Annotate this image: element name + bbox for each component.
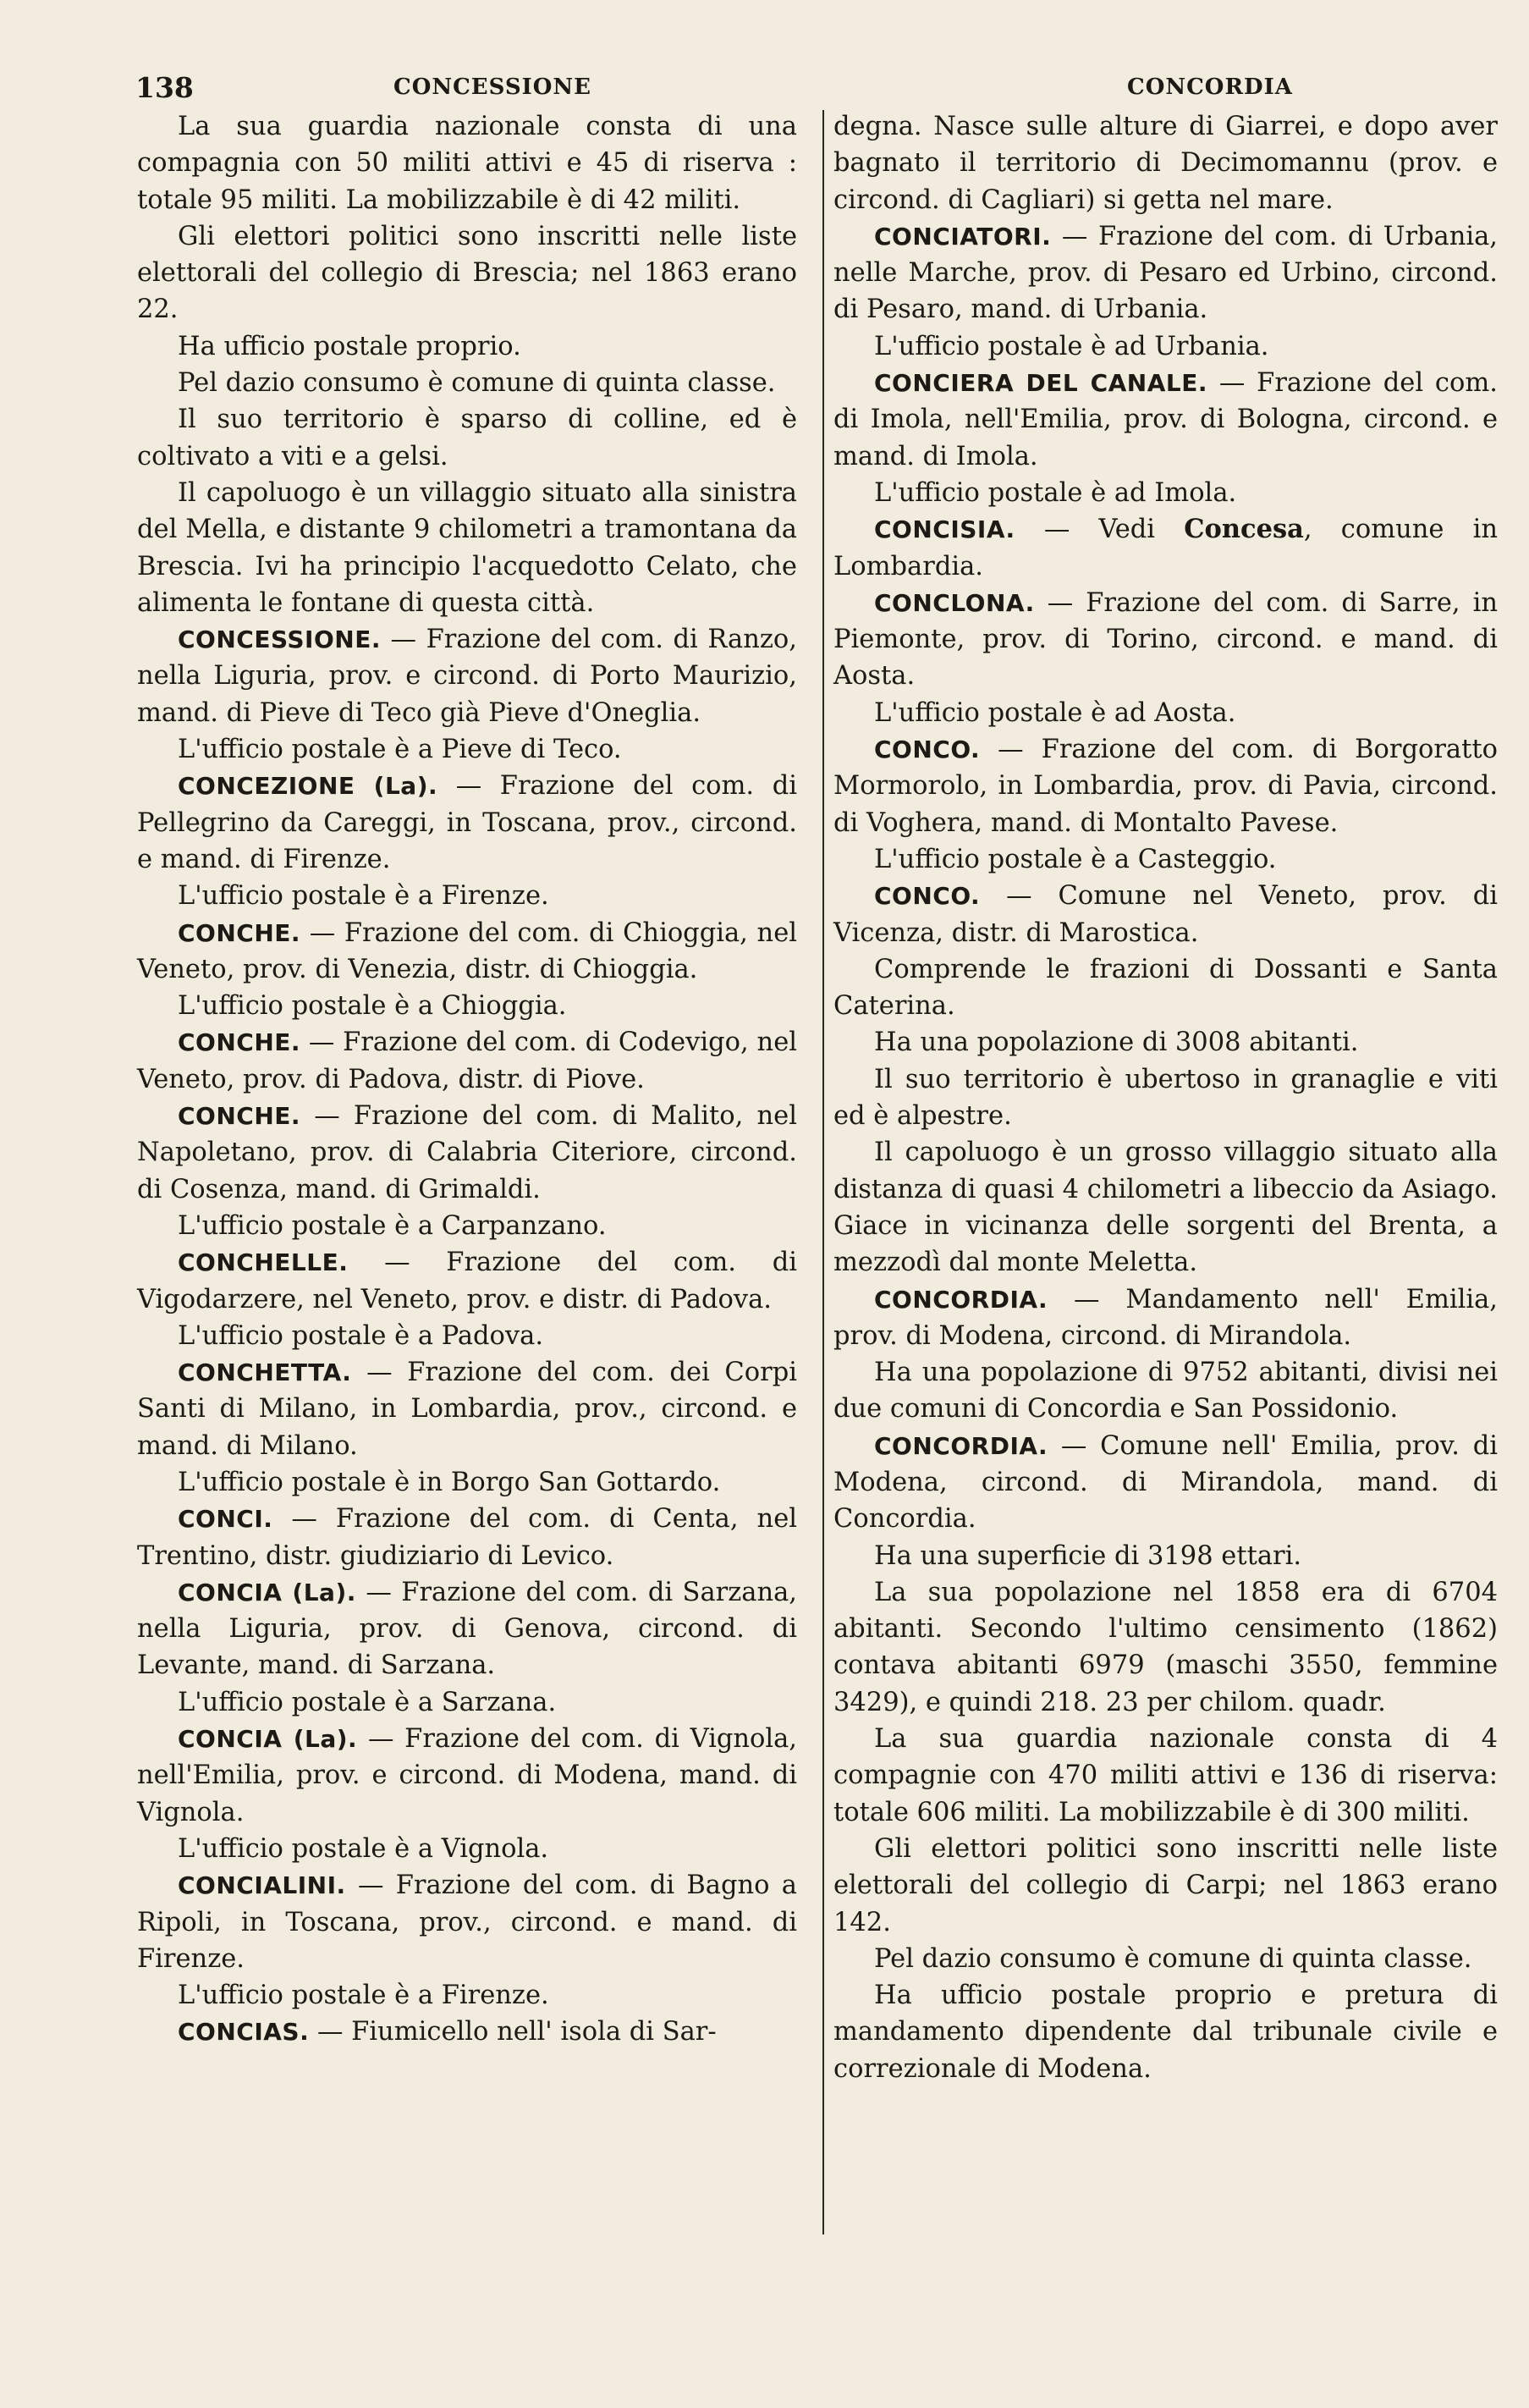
entry [137, 2014, 797, 2050]
entry [833, 585, 1498, 695]
entry [137, 1024, 797, 1098]
entry-postal: L'ufficio postale è ad Imola. [874, 477, 1237, 508]
entry-text: — Frazione del com. di Malito, nel Napoletano, prov. di Calabria Citeriore, circond. di Cosenza, mand. di Grimaldi. [137, 1101, 797, 1204]
entry-headword: CONCIALINI. [178, 1871, 346, 1900]
entry [137, 1721, 797, 1831]
entry-text: , comune in Lombardia. [833, 515, 1499, 581]
page-header [135, 71, 1472, 113]
entry-headword: CONCI. [178, 1505, 273, 1534]
paragraph: Ha ufficio postale proprio. [178, 331, 521, 361]
entry-headword: CONCIA (La). [178, 1578, 356, 1606]
entry-postal: L'ufficio postale è a Carpanzano. [178, 1210, 607, 1241]
entry-postal: L'ufficio postale è a Casteggio. [874, 844, 1277, 874]
entry-text: — Frazione del com. di Bagno a Ripoli, in Toscana, prov., circond. e mand. di Firenze. [137, 1871, 797, 1974]
entry-headword: CONCORDIA. [874, 1285, 1048, 1314]
entry-headword: CONCORDIA. [874, 1431, 1048, 1460]
entry-headword: CONCLONA. [874, 588, 1035, 617]
entry [833, 1281, 1498, 1355]
column-divider [822, 110, 824, 2234]
entry-text: — Frazione del com. di Centa, nel Trentino, distr. giudiziario di Levico. [137, 1504, 797, 1571]
entry-text: — Frazione del com. dei Corpi Santi di Milano, in Lombardia, prov., circond. e mand. di Milano. [137, 1358, 797, 1461]
entry-postal: L'ufficio postale è ad Aosta. [874, 697, 1236, 728]
entry [833, 1428, 1498, 1538]
entry-headword: CONCHE. [178, 1102, 301, 1131]
entry-postal: L'ufficio postale è a Vignola. [178, 1833, 549, 1864]
entry-text: — Comune nel Veneto, prov. di Vicenza, distr. di Marostica. [833, 881, 1498, 948]
entry-text: — Frazione del com. di Sarzana, nella Liguria, prov. di Genova, circond. di Levante, mand. di Sarzana. [137, 1577, 797, 1681]
entry-headword: CONCHETTA. [178, 1358, 352, 1387]
entry-headword: CONCIAS. [178, 2018, 310, 2047]
entry-text: — Frazione del com. di Borgoratto Mormorolo, in Lombardia, prov. di Pavia, circond. di Voghera, mand. di Montalto Pavese. [833, 735, 1498, 838]
entry [137, 621, 797, 731]
paragraph: Ha una popolazione di 3008 abitanti. [874, 1028, 1359, 1058]
page-number: 138 [135, 71, 194, 104]
entry-text: — Frazione del com. di Codevigo, nel Veneto, prov. di Padova, distr. di Piove. [137, 1028, 798, 1094]
paragraph: Gli elettori politici sono inscritti nelle liste elettorali del collegio di Brescia; nel 1863 erano 22. [137, 221, 797, 325]
paragraph: Pel dazio consumo è comune di quinta classe. [874, 1943, 1472, 1974]
entry-headword: CONCIERA DEL CANALE. [874, 369, 1207, 398]
left-column [137, 108, 797, 2051]
entry [137, 1354, 797, 1464]
right-column [833, 108, 1498, 2087]
entry-postal: L'ufficio postale è a Chioggia. [178, 991, 567, 1022]
entry-postal: L'ufficio postale è a Sarzana. [178, 1687, 557, 1717]
entry-text: — Comune nell' Emilia, prov. di Modena, circond. di Mirandola, mand. di Concordia. [833, 1430, 1498, 1535]
paragraph: Gli elettori politici sono inscritti nelle liste elettorali del collegio di Carpi; nel 1863 erano 142. [833, 1833, 1498, 1937]
entry-headword: CONCISIA. [874, 515, 1015, 544]
entry-text: — Frazione del com. di Ranzo, nella Liguria, prov. e circond. di Porto Maurizio, mand. di Pieve di Teco già Pieve d'Oneglia. [137, 625, 797, 728]
entry-headword: CONCHELLE. [178, 1248, 349, 1277]
entry [137, 768, 797, 878]
right-running-head: CONCORDIA [1127, 74, 1293, 100]
entry-headword: CONCHE. [178, 918, 301, 947]
entry-text: — Frazione del com. di Chioggia, nel Veneto, prov. di Venezia, distr. di Chioggia. [137, 917, 797, 984]
entry-postal: L'ufficio postale è ad Urbania. [874, 331, 1269, 361]
entry-headword: CONCO. [874, 736, 981, 764]
entry-postal: L'ufficio postale è a Padova. [178, 1320, 544, 1351]
cross-reference: Concesa [1184, 514, 1304, 545]
entry-text: — Frazione del com. di Pellegrino da Careggi, in Toscana, prov., circond. e mand. di Firenze. [137, 771, 797, 874]
entry [833, 511, 1498, 585]
entry-headword: CONCHE. [178, 1028, 301, 1057]
entry [137, 1574, 797, 1684]
entry-text: — Frazione del com. di Imola, nell'Emilia, prov. di Bologna, circond. e mand. di Imola. [833, 368, 1498, 471]
entry [137, 1867, 797, 1977]
entry-postal: L'ufficio postale è a Firenze. [178, 1981, 549, 2011]
entry [137, 1098, 797, 1208]
entry-text: — Frazione del com. di Sarre, in Piemonte, prov. di Torino, circond. e mand. di Aosta. [833, 587, 1498, 692]
entry [833, 878, 1498, 951]
paragraph: Il suo territorio è ubertoso in granaglie e viti ed è alpestre. [833, 1064, 1498, 1132]
entry-text: — Mandamento nell' Emilia, prov. di Modena, circond. di Mirandola. [833, 1284, 1499, 1351]
left-running-head: CONCESSIONE [393, 74, 591, 100]
paragraph: Pel dazio consumo è comune di quinta classe. [178, 368, 776, 399]
paragraph: Il capoluogo è un grosso villaggio situato alla distanza di quasi 4 chilometri a libeccio da Asiago. Giace in vicinanza delle sorgenti del Brenta, a mezzodì dal monte Meletta. [833, 1138, 1498, 1278]
paragraph-continuation: degna. Nasce sulle alture di Giarrei, e dopo aver bagnato il territorio di Decimomannu (prov. e circond. di Cagliari) si getta nel mare. [833, 112, 1498, 215]
paragraph: La sua guardia nazionale consta di una compagnia con 50 militi attivi e 45 di riserva : totale 95 militi. La mobilizzabile è di 42 militi. [137, 112, 797, 215]
entry-headword: CONCESSIONE. [178, 625, 381, 654]
entry [137, 915, 797, 989]
paragraph: Ha una superficie di 3198 ettari. [874, 1540, 1302, 1571]
paragraph: Il suo territorio è sparso di colline, ed è coltivato a viti e a gelsi. [137, 405, 797, 471]
entry-headword: CONCIA (La). [178, 1725, 358, 1754]
entry [833, 365, 1498, 475]
entry [137, 1501, 797, 1574]
entry [833, 218, 1498, 328]
entry-postal: L'ufficio postale è in Borgo San Gottardo. [178, 1467, 721, 1497]
paragraph: Ha ufficio postale proprio e pretura di mandamento dipendente dal tribunale civile e correzionale di Modena. [833, 1981, 1498, 2084]
paragraph: Ha una popolazione di 9752 abitanti, divisi nei due comuni di Concordia e San Possidonio. [833, 1358, 1498, 1424]
entry-text: — Frazione del com. di Vigodarzere, nel Veneto, prov. e distr. di Padova. [137, 1248, 797, 1314]
paragraph: La sua guardia nazionale consta di 4 compagnie con 470 militi attivi e 136 di riserva: totale 606 militi. La mobilizzabile è di 300 militi. [833, 1724, 1498, 1827]
entry-headword: CONCO. [874, 882, 981, 911]
entry-headword: CONCEZIONE (La). [178, 772, 438, 801]
entry-text: — Vedi [1043, 515, 1156, 545]
entry [137, 1244, 797, 1318]
entry-text: — Frazione del com. di Vignola, nell'Emilia, prov. e circond. di Modena, mand. di Vignola. [137, 1724, 798, 1827]
entry-text: — Fiumicello nell' isola di Sar- [316, 2017, 717, 2047]
paragraph: Il capoluogo è un villaggio situato alla sinistra del Mella, e distante 9 chilometri a tramontana da Brescia. Ivi ha principio l'acquedotto Celato, che alimenta le fontane di questa città. [137, 477, 797, 618]
entry-headword: CONCIATORI. [874, 222, 1052, 251]
paragraph: Comprende le frazioni di Dossanti e Santa Caterina. [833, 954, 1498, 1022]
entry-text: — Frazione del com. di Urbania, nelle Marche, prov. di Pesaro ed Urbino, circond. di Pesaro, mand. di Urbania. [833, 221, 1499, 325]
paragraph: La sua popolazione nel 1858 era di 6704 abitanti. Secondo l'ultimo censimento (1862) contava abitanti 6979 (maschi 3550, femmine 3429), e quindi 218. 23 per chilom. quadr. [833, 1577, 1498, 1717]
entry [833, 731, 1498, 841]
entry-postal: L'ufficio postale è a Pieve di Teco. [178, 735, 622, 765]
entry-postal: L'ufficio postale è a Firenze. [178, 881, 549, 912]
